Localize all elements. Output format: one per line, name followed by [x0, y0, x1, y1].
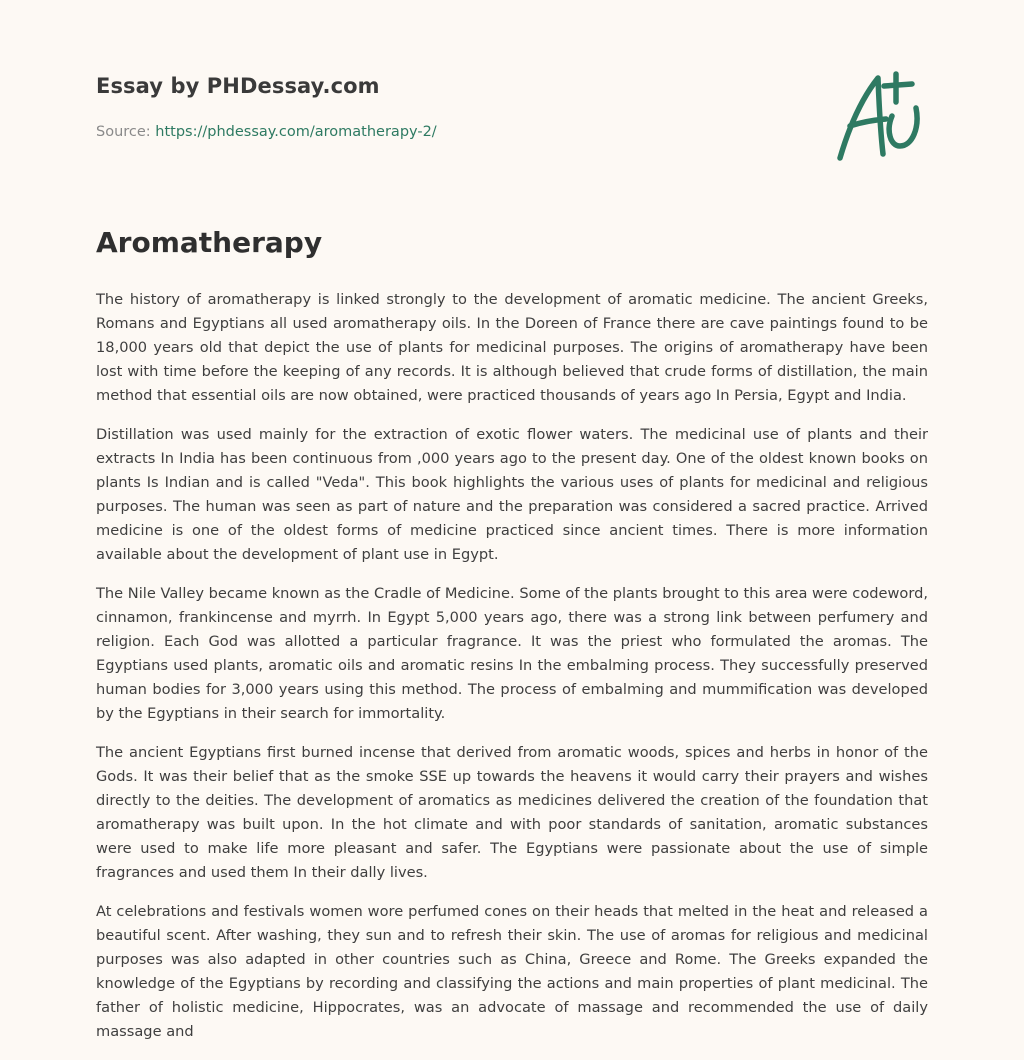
brand-title: Essay by PHDessay.com	[96, 74, 380, 98]
source-label: Source:	[96, 124, 156, 140]
source-link[interactable]: https://phdessay.com/aromatherapy-2/	[155, 124, 437, 140]
a-plus-grade-icon	[828, 64, 932, 168]
essay-paragraph: The history of aromatherapy is linked strongly to the development of aromatic medicine. The ancient Greeks, Romans and Egyptians all used aromatherapy oils. In the Doreen of France there are cave paintings found to be 18,000 years old that depict the use of plants for medicinal purposes. The origins of aromatherapy have been lost with time before the keeping of any records. It is although believed that crude forms of distillation, the main method that essential oils are now obtained, were practiced thousands of years ago In Persia, Egypt and India.	[96, 290, 928, 404]
essay-paragraph: Distillation was used mainly for the extraction of exotic flower waters. The medicinal use of plants and their extracts In India has been continuous from ,000 years ago to the present day. One of the oldest known books on plants Is Indian and is called "Veda". This book highlights the various uses of plants for medicinal and religious purposes. The human was seen as part of nature and the preparation was considered a sacred practice. Arrived medicine is one of the oldest forms of medicine practiced since ancient times. There is more information available about the development of plant use in Egypt.	[96, 425, 928, 563]
essay-paragraph: The Nile Valley became known as the Cradle of Medicine. Some of the plants brought to this area were codeword, cinnamon, frankincense and myrrh. In Egypt 5,000 years ago, there was a strong link between perfumery and religion. Each God was allotted a particular fragrance. It was the priest who formulated the aromas. The Egyptians used plants, aromatic oils and aromatic resins In the embalming process. They successfully preserved human bodies for 3,000 years using this method. The process of embalming and mummification was developed by the Egyptians in their search for immortality.	[96, 584, 928, 722]
source-line	[96, 124, 437, 140]
essay-paragraph: The ancient Egyptians first burned incense that derived from aromatic woods, spices and herbs in honor of the Gods. It was their belief that as the smoke SSE up towards the heavens it would carry their prayers and wishes directly to the deities. The development of aromatics as medicines delivered the creation of the foundation that aromatherapy was built upon. In the hot climate and with poor standards of sanitation, aromatic substances were used to make life more pleasant and safer. The Egyptians were passionate about the use of simple fragrances and used them In their dally lives.	[96, 743, 928, 881]
essay-paragraph: At celebrations and festivals women wore perfumed cones on their heads that melted in the heat and released a beautiful scent. After washing, they sun and to refresh their skin. The use of aromas for religious and medicinal purposes was also adapted in other countries such as China, Greece and Rome. The Greeks expanded the knowledge of the Egyptians by recording and classifying the actions and main properties of plant medicinal. The father of holistic medicine, Hippocrates, was an advocate of massage and recommended the use of daily massage and	[96, 902, 928, 1040]
page-header	[96, 0, 928, 190]
essay-title: Aromatherapy	[96, 226, 323, 259]
essay-body	[96, 288, 928, 1044]
